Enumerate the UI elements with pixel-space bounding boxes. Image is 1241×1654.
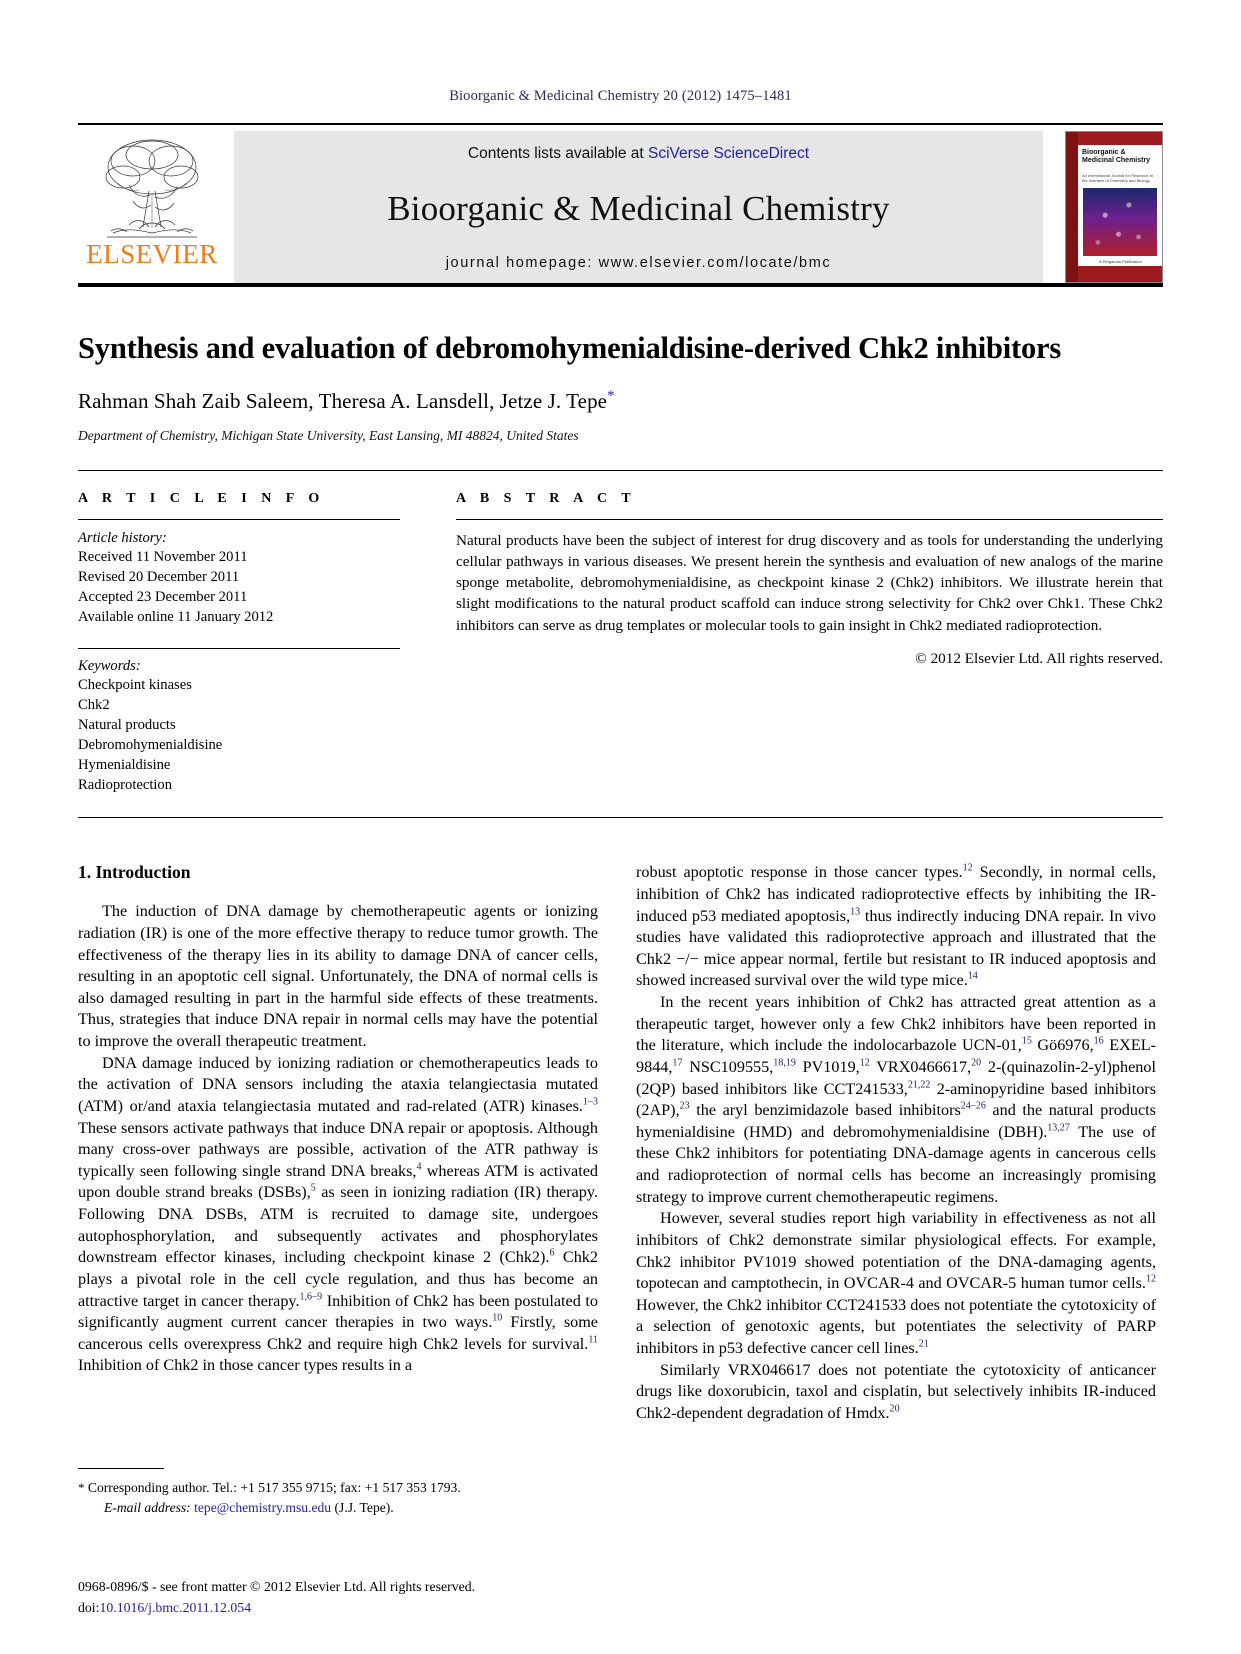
history-available-online: Available online 11 January 2012: [78, 609, 274, 626]
reference-superscript[interactable]: 21,22: [907, 1079, 931, 1091]
body-columns: [78, 862, 1163, 1424]
keyword-item: Checkpoint kinases: [78, 676, 192, 693]
sciencedirect-link[interactable]: SciVerse ScienceDirect: [647, 145, 810, 162]
abstract-rule: [456, 519, 1163, 520]
contents-line: [468, 145, 809, 163]
title-block: [78, 331, 1163, 444]
doi-link[interactable]: 10.1016/j.bmc.2011.12.054: [99, 1599, 252, 1615]
elsevier-logo: [78, 131, 226, 283]
article-info-heading: A R T I C L E I N F O: [78, 491, 325, 507]
masthead-bottom-rule: [78, 283, 1163, 287]
reference-superscript[interactable]: 16: [1093, 1035, 1104, 1047]
reference-superscript[interactable]: 12: [859, 1057, 870, 1069]
journal-band: [234, 131, 1043, 283]
keywords-rule: [78, 648, 400, 649]
reference-superscript[interactable]: 24–26: [960, 1100, 986, 1112]
doi-label: doi:: [78, 1599, 100, 1615]
cover-subtitle: An International Journal for Research at the Interface of Chemistry and Biology: [1082, 173, 1153, 183]
history-received: Received 11 November 2011: [78, 549, 248, 566]
paragraph: Similarly VRX046617 does not potentiate the cytotoxicity of anticancer drugs like doxorubicin, taxol and cisplatin, but selectively inhibits IR-induced Chk2-dependent degradation of Hmdx.$^{20}$: [636, 1360, 1156, 1422]
reference-superscript[interactable]: 6: [549, 1247, 555, 1259]
history-accepted: Accepted 23 December 2011: [78, 589, 248, 606]
reference-superscript[interactable]: 13: [850, 906, 861, 918]
cover-footer-text: A Pergamon Publication: [1099, 259, 1142, 264]
paragraph: In the recent years inhibition of Chk2 has attracted great attention as a therapeutic target, however only a few Chk2 inhibitors have been reported in the literature, which include the indolocarbazole UCN-01,15 Gö6976,16 EXEL-9844,17 NSC109555,$^{18,19}$ PV1019,12 VRX0466617,20 2-(quinazolin-2-yl)phenol (2QP) based inhibitors like CCT241533,$^{21,22}$ 2-aminopyridine based inhibitors (2AP),$^{23}$ the aryl benzimidazole based inhibitors$^{24-26}$ and the natural products hymenialdisine (HMD) and debromohymenialdisine (DBH).$^{13,27}$ The use of these Chk2 inhibitors for potentiating DNA-damage agents in cancerous cells and radioprotection of normal cells has become an increasingly promising strategy to improve current chemotherapeutic regimens.: [636, 993, 1157, 1206]
journal-masthead: [78, 123, 1163, 283]
reference-superscript[interactable]: 12: [962, 862, 973, 874]
author-names: Rahman Shah Zaib Saleem, Theresa A. Lansdell, Jetze J. Tepe: [78, 389, 608, 414]
paragraph: However, several studies report high variability in effectiveness as not all inhibitors of Chk2 demonstrate similar physiological effects. For example, Chk2 inhibitor PV1019 showed potentiation of the DNA-damaging agents, topotecan and camptothecin, in OVCAR-4 and OVCAR-5 human tumor cells.$^{12}$ However, the Chk2 inhibitor CCT241533 does not potentiate the cytotoxicity of a selection of genotoxic agents, but potentiates the selectivity of PARP inhibitors in p53 defective cancer cell lines.$^{21}$: [636, 1209, 1156, 1358]
reference-superscript[interactable]: 1,6–9: [299, 1291, 323, 1303]
reference-superscript[interactable]: 12: [1145, 1273, 1156, 1285]
article-history-label: Article history:: [78, 530, 167, 547]
email-suffix: (J.J. Tepe).: [334, 1499, 394, 1515]
reference-superscript[interactable]: 5: [310, 1183, 316, 1195]
reference-superscript[interactable]: 15: [1021, 1035, 1032, 1047]
reference-superscript[interactable]: 21: [918, 1338, 929, 1350]
cover-top-bar: [1078, 132, 1162, 145]
keyword-item: Natural products: [78, 716, 176, 733]
article-info-rule: [78, 519, 400, 520]
affiliation: Department of Chemistry, Michigan State University, East Lansing, MI 48824, United States: [78, 428, 579, 444]
journal-cover-thumbnail: [1065, 131, 1163, 283]
reference-superscript[interactable]: 20: [889, 1403, 900, 1415]
footnote-block: [78, 1468, 598, 1518]
reference-superscript[interactable]: 14: [967, 971, 978, 983]
email-label: E-mail address:: [104, 1499, 191, 1515]
elsevier-wordmark: ELSEVIER: [86, 239, 218, 269]
footnote-rule: [78, 1468, 164, 1469]
reference-superscript[interactable]: 13,27: [1047, 1122, 1070, 1134]
section-heading-introduction: 1. Introduction: [78, 862, 191, 883]
email-note: [78, 1498, 598, 1518]
keyword-item: Debromohymenialdisine: [78, 736, 223, 753]
page-title: Synthesis and evaluation of debromohymenialdisine-derived Chk2 inhibitors: [78, 331, 1062, 365]
body-column-right: [636, 862, 1156, 1424]
reference-superscript[interactable]: 20: [971, 1057, 982, 1069]
elsevier-tree-icon: [93, 133, 211, 245]
journal-homepage: journal homepage: www.elsevier.com/locate/bmc: [445, 255, 832, 271]
cover-artwork: [1083, 188, 1157, 256]
reference-superscript[interactable]: 4: [416, 1161, 422, 1173]
abstract-text: Natural products have been the subject of interest for drug discovery and as tools for understanding the underlying cellular pathways in various diseases. We present herein the synthesis and evaluation of new analogs of the marine sponge metabolite, debromohymenialdisine, as checkpoint kinase 2 (Chk2) inhibitors. We illustrate herein that slight modifications to the natural product scaffold can induce strong selectivity for Chk2 over Chk1. These Chk2 inhibitors can serve as drug templates or molecular tools to gain insight in Chk2 mediated radioprotection.: [456, 532, 1163, 634]
corresponding-author-note: [78, 1478, 598, 1498]
abstract-heading: A B S T R A C T: [456, 491, 637, 507]
cover-title: Bioorganic & Medicinal Chemistry: [1082, 149, 1151, 165]
reference-superscript[interactable]: 11: [588, 1334, 598, 1346]
doi-line: [78, 1598, 698, 1619]
cover-bottom-bar: [1078, 266, 1162, 282]
keyword-item: Radioprotection: [78, 777, 173, 794]
email-link[interactable]: tepe@chemistry.msu.edu: [194, 1499, 332, 1515]
reference-superscript[interactable]: 23: [679, 1100, 690, 1112]
journal-title: Bioorganic & Medicinal Chemistry: [387, 189, 890, 228]
reference-superscript[interactable]: 17: [672, 1057, 683, 1069]
history-revised: Revised 20 December 2011: [78, 569, 240, 586]
article-info-column: [78, 491, 428, 795]
cover-left-bar: [1066, 132, 1078, 282]
reference-superscript[interactable]: 10: [492, 1312, 503, 1324]
issn-copyright-line: 0968-0896/$ - see front matter © 2012 Elsevier Ltd. All rights reserved.: [78, 1579, 476, 1594]
reference-superscript[interactable]: 18,19: [773, 1057, 796, 1069]
imprint-block: [78, 1577, 698, 1618]
keywords-label: Keywords:: [78, 657, 141, 674]
paragraph: robust apoptotic response in those cancer types.$^{12}$ Secondly, in normal cells, inhibition of Chk2 has indicated radioprotective effects by inhibiting the IR-induced p53 mediated apoptosis,$^{13}$ thus indirectly inducing DNA repair. In vivo studies have validated this radioprotective approach and illustrated that the Chk2 −/− mice appear normal, fertile but resistant to IR induced apoptosis and showed increased survival over the wild type mice.$^{14}$: [636, 862, 1156, 990]
corresponding-author-text: Corresponding author. Tel.: +1 517 355 9715; fax: +1 517 353 1793.: [87, 1480, 461, 1495]
abstract-bottom-rule: [78, 817, 1163, 818]
corresponding-author-marker: *: [607, 388, 615, 405]
keyword-item: Chk2: [78, 696, 110, 713]
contents-prefix: Contents lists available at: [467, 145, 648, 162]
keyword-item: Hymenialdisine: [78, 757, 171, 774]
abstract-column: [428, 491, 1163, 795]
running-head: Bioorganic & Medicinal Chemistry 20 (2012) 1475–1481: [449, 88, 792, 104]
abstract-copyright: © 2012 Elsevier Ltd. All rights reserved.: [915, 649, 1163, 667]
footnote-symbol: *: [78, 1480, 85, 1495]
body-column-left: [78, 862, 598, 1424]
author-list: [78, 388, 1163, 414]
keywords-spacer: [78, 628, 400, 648]
reference-superscript[interactable]: 1–3: [582, 1096, 598, 1108]
paragraph: The induction of DNA damage by chemotherapeutic agents or ionizing radiation (IR) is one of the more effective therapy to reduce tumor growth. The effectiveness of the therapy lies in its ability to damage DNA of cancer cells, resulting in an apoptotic cell signal. Unfortunately, the DNA of normal cells is also damaged resulting in part in the harmful side effects of these treatments. Thus, strategies that induce DNA repair in normal cells may have the potential to improve the overall therapeutic treatment.: [78, 902, 598, 1051]
paragraph: DNA damage induced by ionizing radiation or chemotherapeutics leads to the activation of DNA sensors including the ataxia telangiectasia mutated (ATM) or/and ataxia telangiectasia mutated and rad-related (ATR) kinases.$^{1-3}$ These sensors activate pathways that induce DNA repair or apoptosis. Although many cross-over pathways are possible, activation of the ATR pathway is typically seen following single strand DNA breaks,$^4$ whereas ATM is activated upon double strand breaks (DSBs),$^5$ as seen in ionizing radiation (IR) therapy. Following DNA DSBs, ATM is recruited to damage site, undergoes autophosphorylation, and subsequently activates and phosphorylates downstream effector kinases, including checkpoint kinase 2 (Chk2).$^6$ Chk2 plays a pivotal role in the cell cycle regulation, and thus has become an attractive target in cancer therapy.$^{1,6-9}$ Inhibition of Chk2 has been postulated to significantly augment current cancer therapies in two ways.$^{10}$ Firstly, some cancerous cells overexpress Chk2 and require high Chk2 levels for survival.$^{11}$ Inhibition of Chk2 in those cancer types results in a: [78, 1053, 598, 1375]
info-abstract-row: [78, 470, 1163, 795]
